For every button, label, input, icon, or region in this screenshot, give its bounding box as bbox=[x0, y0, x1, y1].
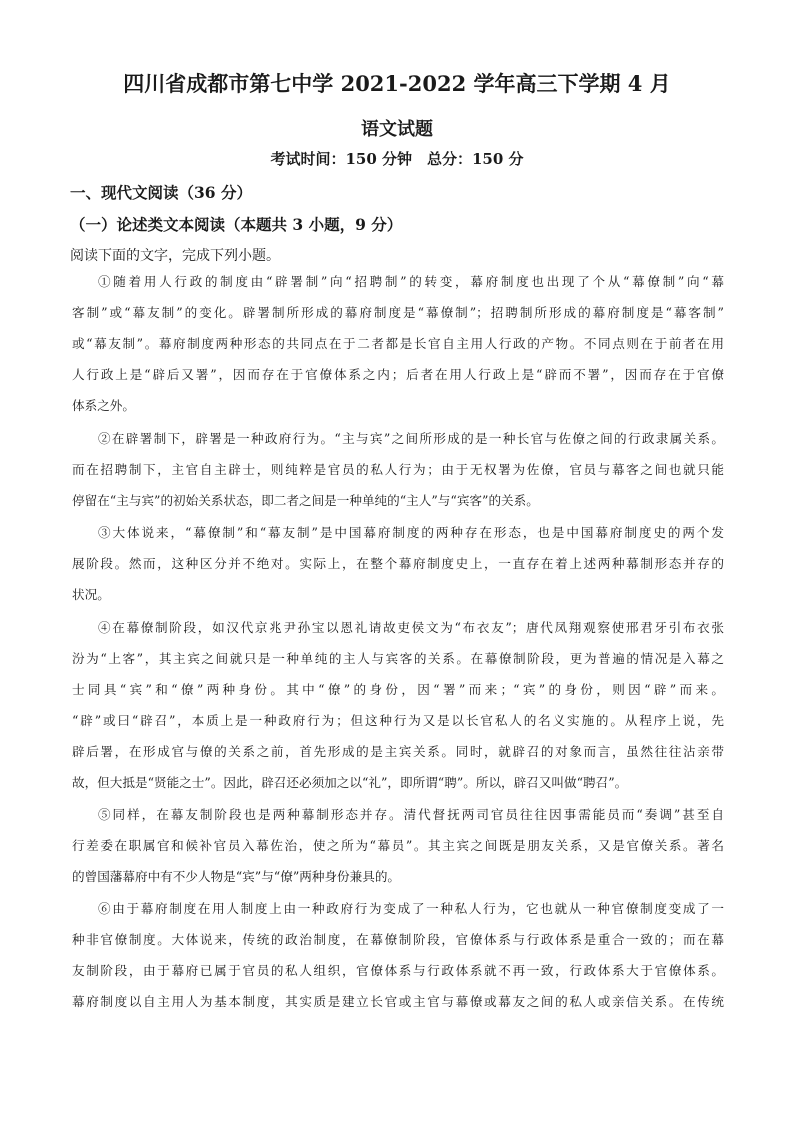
passage-line: 体系之外。 bbox=[72, 398, 135, 413]
passage-line: ⑤同样，在幕友制阶段也是两种幕制形态并存。清代督抚两司官员往往因事需能员而“奏调”甚至自 bbox=[98, 807, 724, 822]
passage-line: “辟”或曰“辟召”，本质上是一种政府行为；但这种行为又是以长官私人的名义实施的。从程序上说，先 bbox=[72, 713, 724, 728]
subsection-heading: （一）论述类文本阅读（本题共 3 小题，9 分） bbox=[70, 215, 403, 234]
passage-line: 种非官僚制度。大体说来，传统的政治制度，在幕僚制阶段，官僚体系与行政体系是重合一致的；而在幕 bbox=[72, 932, 724, 947]
exam-subtitle: 语文试题 bbox=[361, 119, 433, 140]
passage-line: 而在招聘制下，主官自主辟士，则纯粹是官员的私人行为；由于无权署为佐僚，官员与幕客之间也就只能 bbox=[72, 462, 724, 477]
passage-line: 客制”或“幕友制”的变化。辟署制所形成的幕府制度是“幕僚制”；招聘制所形成的幕府制度是“幕客制” bbox=[72, 305, 724, 320]
passage-line: 的曾国藩幕府中有不少人物是“宾”与“僚”两种身份兼具的。 bbox=[72, 869, 401, 884]
passage-line: 友制阶段，由于幕府已属于官员的私人组织，官僚体系与行政体系就不再一致，行政体系大于官僚体系。 bbox=[72, 963, 724, 978]
passage-line: 士同具“宾”和“僚”两种身份。其中“僚”的身份，因“署”而来；“宾”的身份，则因“辟”而来。 bbox=[72, 682, 724, 697]
passage-line: 展阶段。然而，这种区分并不绝对。实际上，在整个幕府制度史上，一直存在着上述两种幕制形态并存的 bbox=[72, 556, 724, 571]
passage-line: 行差委在职属官和候补官员入幕佐治，使之所为“幕员”。其主宾之间既是朋友关系，又是官僚关系。著名 bbox=[72, 838, 724, 853]
passage-line: ①随着用人行政的制度由“辟署制”向“招聘制”的转变，幕府制度也出现了个从“幕僚制”向“幕 bbox=[98, 274, 724, 289]
passage-line: 故，但大抵是“贤能之士”。因此，辟召还必须加之以“礼”，即所谓“聘”。所以，辟召又叫做“聘召”。 bbox=[72, 775, 628, 790]
passage-line: 幕府制度以自主用人为基本制度，其实质是建立长官或主官与幕僚或幕友之间的私人或亲信关系。在传统 bbox=[72, 994, 724, 1009]
reading-instruction: 阅读下面的文字，完成下列小题。 bbox=[70, 248, 280, 264]
passage-line: 停留在“主与宾”的初始关系状态，即二者之间是一种单纯的“主人”与“宾客”的关系。 bbox=[72, 493, 539, 508]
passage-line: 人行政上是“辟后又署”，因而存在于官僚体系之内；后者在用人行政上是“辟而不署”，因而存在于官僚 bbox=[72, 367, 724, 382]
passage-line: ④在幕僚制阶段，如汉代京兆尹孙宝以恩礼请故吏侯文为“布衣友”；唐代凤翔观察使邢君牙引布衣张 bbox=[98, 620, 724, 635]
passage-line: ⑥由于幕府制度在用人制度上由一种政府行为变成了一种私人行为，它也就从一种官僚制度变成了一 bbox=[98, 901, 724, 916]
section-heading: 一、现代文阅读（36 分） bbox=[70, 183, 252, 202]
exam-info: 考试时间：150 分钟 总分：150 分 bbox=[270, 150, 524, 168]
passage-line: 辟后署，在形成官与僚的关系之前，首先形成的是主宾关系。同时，就辟召的对象而言，虽然往往沾亲带 bbox=[72, 744, 724, 759]
passage-line: 或“幕友制”。幕府制度两种形态的共同点在于二者都是长官自主用人行政的产物。不同点则在于前者在用 bbox=[72, 336, 724, 351]
passage-line: 状况。 bbox=[72, 587, 110, 602]
passage-line: 汾为“上客”，其主宾之间就只是一种单纯的主人与宾客的关系。在幕僚制阶段，更为普遍的情况是入幕之 bbox=[72, 651, 724, 666]
passage-line: ③大体说来，“幕僚制”和“幕友制”是中国幕府制度的两种存在形态，也是中国幕府制度史的两个发 bbox=[98, 525, 724, 540]
exam-title: 四川省成都市第七中学 2021-2022 学年高三下学期 4 月 bbox=[123, 71, 671, 96]
passage-line: ②在辟署制下，辟署是一种政府行为。“主与宾”之间所形成的是一种长官与佐僚之间的行政隶属关系。 bbox=[98, 431, 724, 446]
